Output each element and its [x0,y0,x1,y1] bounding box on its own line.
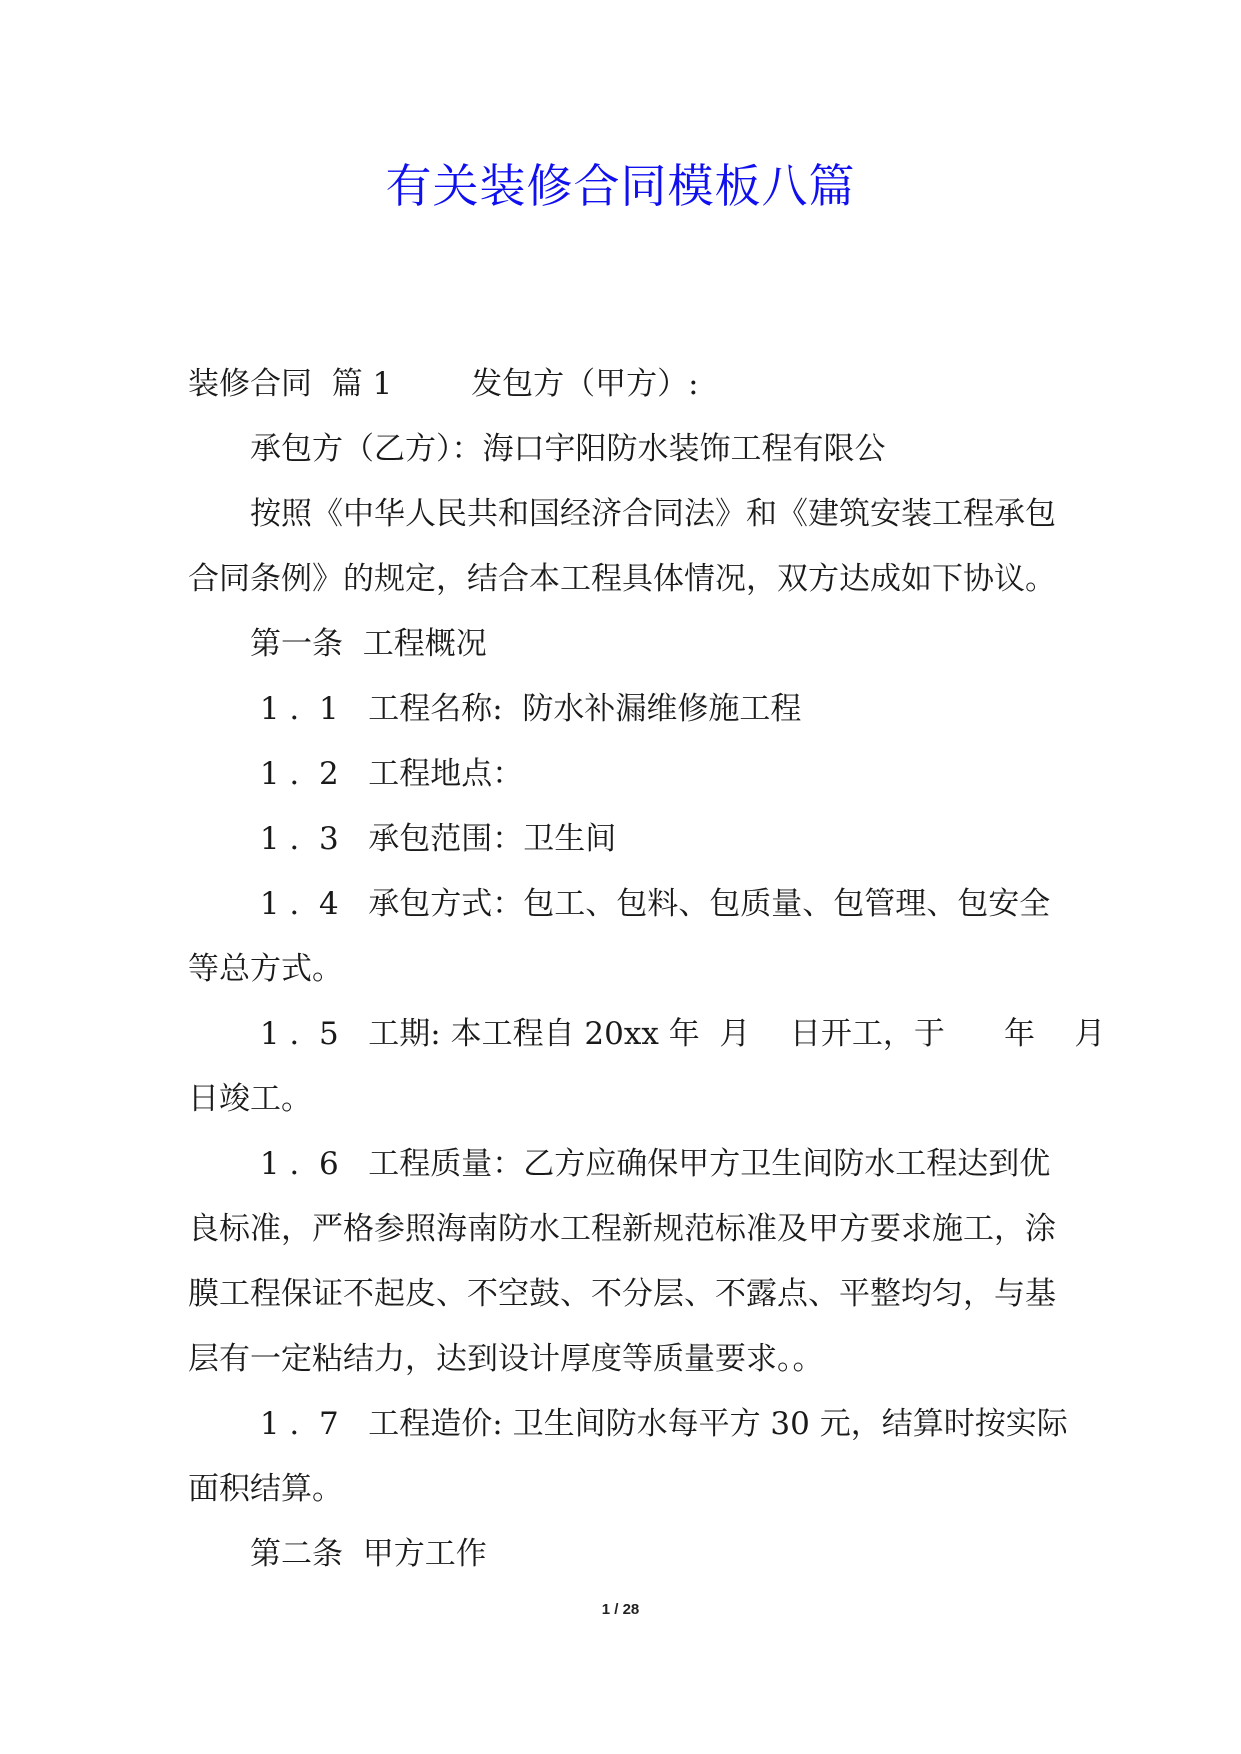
text-line: 1 . 4 承包方式：包工、包料、包质量、包管理、包安全 [250,886,1051,922]
text-line: 1 . 2 工程地点： [250,756,524,792]
page-number: 1 / 28 [601,1601,640,1618]
text-line: 1 . 3 承包范围：卫生间 [250,821,617,857]
text-line: 膜工程保证不起皮、不空鼓、不分层、不露点、平整均匀，与基 [188,1276,1056,1312]
text-line: 日竣工。 [188,1081,312,1117]
text-line: 第二条 甲方工作 [250,1536,487,1572]
text-line: 合同条例》的规定，结合本工程具体情况，双方达成如下协议。 [188,561,1056,597]
text-line: 1 . 5 工期: 本工程自 20xx 年 月 日开工，于 年 月 [250,1016,1106,1052]
text-line: 承包方（乙方）：海口宇阳防水装饰工程有限公 [250,431,886,467]
text-line: 等总方式。 [188,951,343,987]
text-line: 1 . 6 工程质量：乙方应确保甲方卫生间防水工程达到优 [250,1146,1051,1182]
text-line: 第一条 工程概况 [250,626,487,662]
text-line: 装修合同 篇 1 发包方（甲方）: [188,366,699,402]
text-line: 面积结算。 [188,1471,343,1507]
text-line: 1 . 7 工程造价: 卫生间防水每平方 30 元，结算时按实际 [250,1406,1068,1442]
text-line: 1 . 1 工程名称: 防水补漏维修施工程 [250,691,802,727]
text-line: 良标准，严格参照海南防水工程新规范标准及甲方要求施工，涂 [188,1211,1056,1247]
document-title: 有关装修合同模板八篇 [385,159,856,213]
document-body [188,352,1106,1587]
text-line: 层有一定粘结力，达到设计厚度等质量要求。。 [188,1341,824,1377]
text-line: 按照《中华人民共和国经济合同法》和《建筑安装工程承包 [250,496,1056,532]
